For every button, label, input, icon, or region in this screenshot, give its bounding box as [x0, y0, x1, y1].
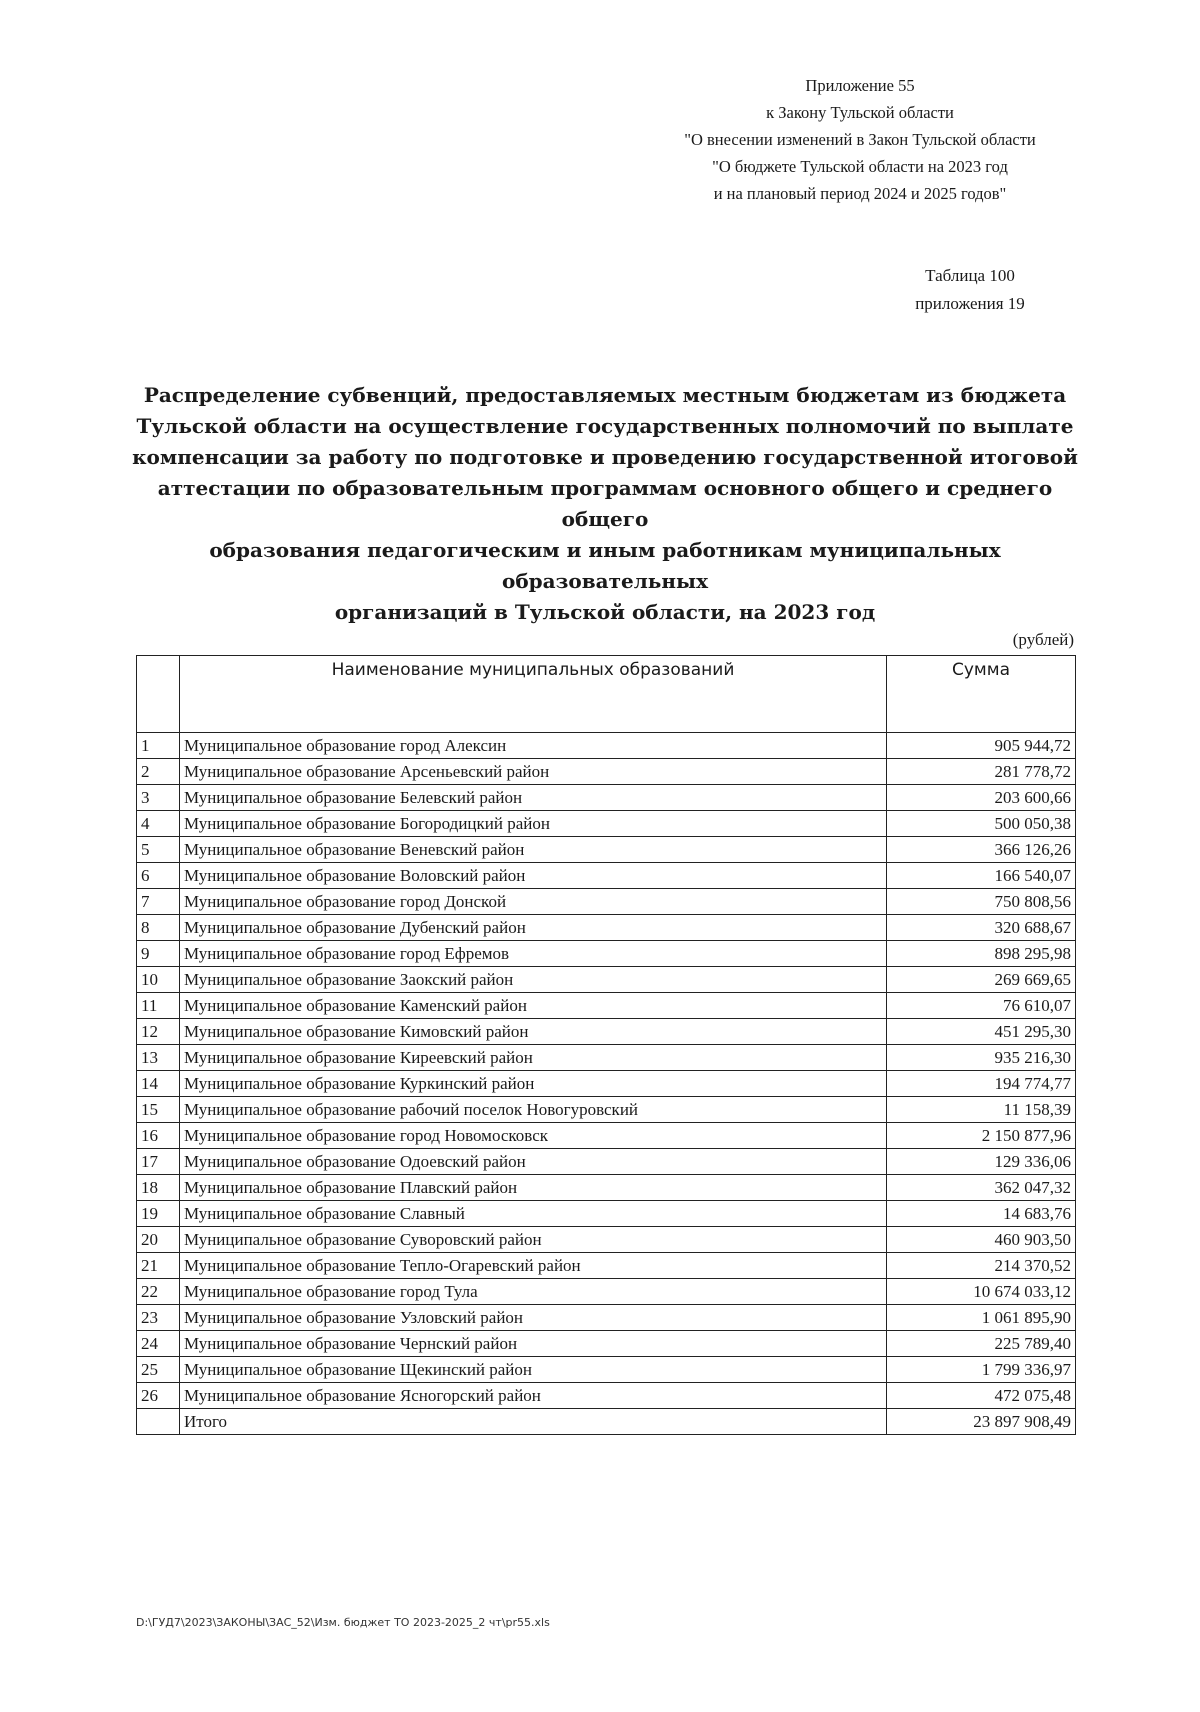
header-num — [137, 656, 180, 733]
row-name: Муниципальное образование Богородицкий район — [180, 811, 887, 837]
table-header-row — [137, 656, 1076, 733]
row-name: Муниципальное образование Чернский район — [180, 1331, 887, 1357]
table-row — [137, 915, 1076, 941]
row-number: 13 — [137, 1045, 180, 1071]
row-name: Муниципальное образование Киреевский район — [180, 1045, 887, 1071]
row-name: Муниципальное образование Веневский район — [180, 837, 887, 863]
table-row — [137, 967, 1076, 993]
table-row — [137, 863, 1076, 889]
row-name: Муниципальное образование город Донской — [180, 889, 887, 915]
row-number: 2 — [137, 759, 180, 785]
row-name: Муниципальное образование Узловский район — [180, 1305, 887, 1331]
row-sum: 898 295,98 — [887, 941, 1076, 967]
row-number: 12 — [137, 1019, 180, 1045]
row-number: 15 — [137, 1097, 180, 1123]
table-row — [137, 837, 1076, 863]
table-row — [137, 1097, 1076, 1123]
table-row — [137, 1123, 1076, 1149]
table-row — [137, 1175, 1076, 1201]
table-row — [137, 759, 1076, 785]
header-line: и на плановый период 2024 и 2025 годов" — [713, 184, 1007, 203]
row-number: 8 — [137, 915, 180, 941]
row-number: 3 — [137, 785, 180, 811]
header-line: "О бюджете Тульской области на 2023 год — [712, 157, 1008, 176]
row-number: 17 — [137, 1149, 180, 1175]
document-title — [130, 380, 1080, 628]
row-sum: 281 778,72 — [887, 759, 1076, 785]
row-number: 22 — [137, 1279, 180, 1305]
table-row — [137, 1305, 1076, 1331]
table-row — [137, 1331, 1076, 1357]
row-name: Муниципальное образование Суворовский район — [180, 1227, 887, 1253]
row-name: Муниципальное образование рабочий поселок Новогуровский — [180, 1097, 887, 1123]
row-number: 19 — [137, 1201, 180, 1227]
table-row — [137, 1253, 1076, 1279]
table-row — [137, 889, 1076, 915]
row-sum: 366 126,26 — [887, 837, 1076, 863]
row-name: Муниципальное образование Тепло-Огаревский район — [180, 1253, 887, 1279]
row-number: 24 — [137, 1331, 180, 1357]
total-row — [137, 1409, 1076, 1435]
table-row — [137, 1149, 1076, 1175]
row-number: 1 — [137, 733, 180, 759]
row-sum: 194 774,77 — [887, 1071, 1076, 1097]
table-number: Таблица 100 — [925, 266, 1015, 285]
row-number: 25 — [137, 1357, 180, 1383]
row-name: Муниципальное образование Белевский район — [180, 785, 887, 811]
table-row — [137, 941, 1076, 967]
row-name: Муниципальное образование Каменский район — [180, 993, 887, 1019]
row-number: 9 — [137, 941, 180, 967]
row-sum: 460 903,50 — [887, 1227, 1076, 1253]
row-name: Муниципальное образование Щекинский район — [180, 1357, 887, 1383]
title-line: организаций в Тульской области, на 2023 год — [334, 600, 876, 624]
row-number: 26 — [137, 1383, 180, 1409]
row-sum: 214 370,52 — [887, 1253, 1076, 1279]
title-line: Распределение субвенций, предоставляемых местным бюджетам из бюджета — [143, 383, 1067, 407]
table-row — [137, 1019, 1076, 1045]
row-sum: 1 061 895,90 — [887, 1305, 1076, 1331]
header-line: Приложение 55 — [805, 76, 915, 95]
table-row — [137, 1357, 1076, 1383]
table-row — [137, 1045, 1076, 1071]
row-number: 21 — [137, 1253, 180, 1279]
file-path-footer: D:\ГУД7\2023\ЗАКОНЫ\ЗАС_52\Изм. бюджет ТО 2023-2025_2 чт\pr55.xls — [136, 1616, 550, 1629]
table-row — [137, 1201, 1076, 1227]
table-reference — [880, 262, 1060, 318]
row-sum: 1 799 336,97 — [887, 1357, 1076, 1383]
row-sum: 269 669,65 — [887, 967, 1076, 993]
table-row — [137, 993, 1076, 1019]
table-row — [137, 1227, 1076, 1253]
row-number: 23 — [137, 1305, 180, 1331]
row-sum: 362 047,32 — [887, 1175, 1076, 1201]
row-name: Муниципальное образование Воловский район — [180, 863, 887, 889]
row-sum: 935 216,30 — [887, 1045, 1076, 1071]
row-number: 14 — [137, 1071, 180, 1097]
row-sum: 76 610,07 — [887, 993, 1076, 1019]
units-label: (рублей) — [1012, 630, 1074, 649]
row-number — [137, 1409, 180, 1435]
row-name: Муниципальное образование Заокский район — [180, 967, 887, 993]
row-name: Муниципальное образование Куркинский район — [180, 1071, 887, 1097]
row-number: 10 — [137, 967, 180, 993]
table-row — [137, 1279, 1076, 1305]
row-number: 20 — [137, 1227, 180, 1253]
row-sum: 225 789,40 — [887, 1331, 1076, 1357]
title-line: образования педагогическим и иным работникам муниципальных образовательных — [209, 538, 1001, 593]
row-name: Муниципальное образование Арсеньевский район — [180, 759, 887, 785]
row-sum: 166 540,07 — [887, 863, 1076, 889]
row-sum: 750 808,56 — [887, 889, 1076, 915]
row-sum: 472 075,48 — [887, 1383, 1076, 1409]
row-number: 18 — [137, 1175, 180, 1201]
row-name: Муниципальное образование город Алексин — [180, 733, 887, 759]
table-row — [137, 811, 1076, 837]
row-sum: 129 336,06 — [887, 1149, 1076, 1175]
table-row — [137, 785, 1076, 811]
row-number: 16 — [137, 1123, 180, 1149]
row-sum: 11 158,39 — [887, 1097, 1076, 1123]
row-name: Муниципальное образование Дубенский район — [180, 915, 887, 941]
table-body — [137, 733, 1076, 1435]
row-sum: 203 600,66 — [887, 785, 1076, 811]
row-number: 6 — [137, 863, 180, 889]
title-line: аттестации по образовательным программам основного общего и среднего общего — [157, 476, 1053, 531]
row-sum: 23 897 908,49 — [887, 1409, 1076, 1435]
title-line: Тульской области на осуществление государственных полномочий по выплате — [136, 414, 1074, 438]
row-sum: 320 688,67 — [887, 915, 1076, 941]
header-name: Наименование муниципальных образований — [180, 656, 887, 733]
table-row — [137, 733, 1076, 759]
header-line: к Закону Тульской области — [766, 103, 954, 122]
row-name: Муниципальное образование город Тула — [180, 1279, 887, 1305]
title-line: компенсации за работу по подготовке и проведению государственной итоговой — [132, 445, 1078, 469]
row-name: Муниципальное образование Кимовский район — [180, 1019, 887, 1045]
row-sum: 500 050,38 — [887, 811, 1076, 837]
row-name: Муниципальное образование Плавский район — [180, 1175, 887, 1201]
row-number: 4 — [137, 811, 180, 837]
row-name: Муниципальное образование Славный — [180, 1201, 887, 1227]
row-name: Муниципальное образование Ясногорский район — [180, 1383, 887, 1409]
header-sum: Сумма — [887, 656, 1076, 733]
row-name: Муниципальное образование город Ефремов — [180, 941, 887, 967]
table-row — [137, 1383, 1076, 1409]
header-line: "О внесении изменений в Закон Тульской области — [684, 130, 1036, 149]
appendix-number: приложения 19 — [915, 294, 1025, 313]
row-sum: 451 295,30 — [887, 1019, 1076, 1045]
table-row — [137, 1071, 1076, 1097]
row-name: Муниципальное образование Одоевский район — [180, 1149, 887, 1175]
row-sum: 10 674 033,12 — [887, 1279, 1076, 1305]
row-number: 11 — [137, 993, 180, 1019]
subsidy-table — [136, 655, 1076, 1435]
row-name: Муниципальное образование город Новомосковск — [180, 1123, 887, 1149]
row-name: Итого — [180, 1409, 887, 1435]
row-number: 5 — [137, 837, 180, 863]
row-number: 7 — [137, 889, 180, 915]
row-sum: 14 683,76 — [887, 1201, 1076, 1227]
row-sum: 2 150 877,96 — [887, 1123, 1076, 1149]
appendix-header — [600, 72, 1120, 207]
row-sum: 905 944,72 — [887, 733, 1076, 759]
